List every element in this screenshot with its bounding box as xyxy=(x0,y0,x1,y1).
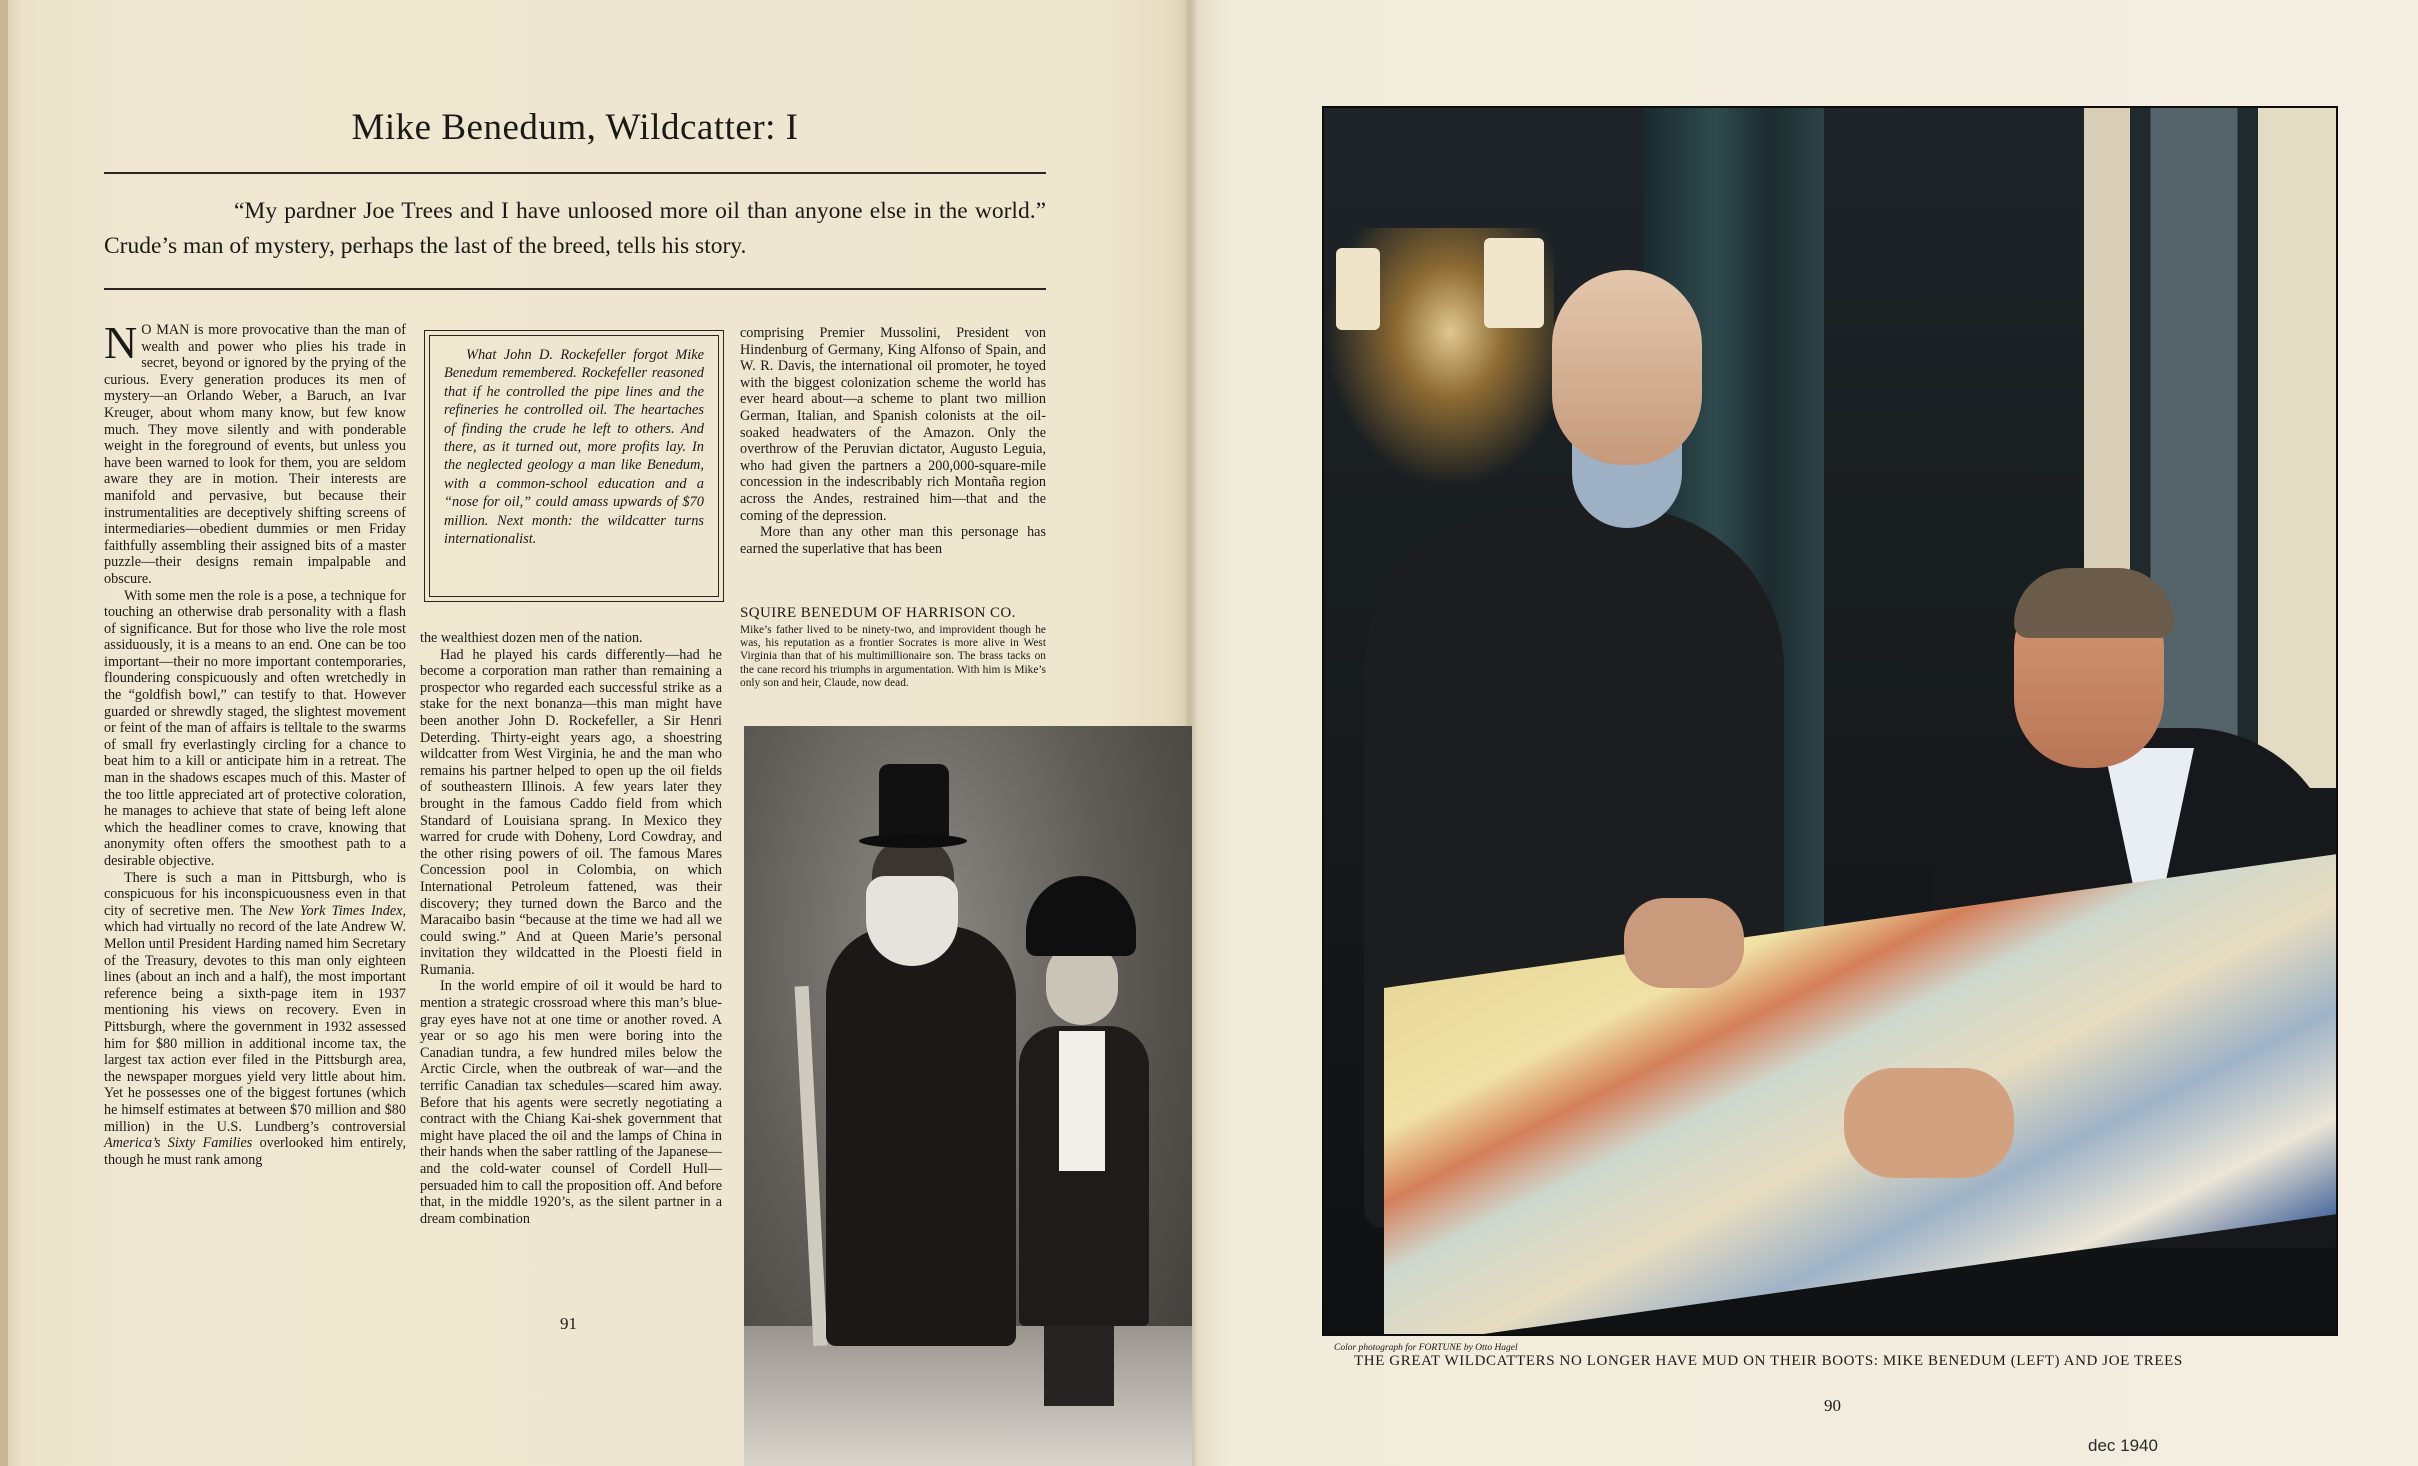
paragraph: comprising Premier Mussolini, President von Hindenburg of Germany, King Alfonso of Spain, and W. R. Davis, the international oil promoter, he toyed with the biggest colonization scheme the world has ever heard about—a scheme to plant two million German, Italian, and Spanish colonists at the oil-soaked headwaters of the Amazon. Only the overthrow of the Peruvian dictator, Augusto Leguia, who had given the partners a 200,000-square-mile concession in the indescribably rich Montaña region across the Andes, restrained him—that and the coming of the depression. xyxy=(740,325,1046,524)
paragraph: N O MAN is more provocative than the man of wealth and power who plies his trade in secret, beyond or ignored by the prying of the curious. Every generation produces its men of mystery—an Orlando Weber, a Baruch, an Ivar Kreuger, about whom many know, but few know much. They move silently and with ponderable weight in the foreground of events, but unless you have been warned to look for them, you are seldom aware they are in motion. Their interests are manifold and pervasive, but because their instrumentalities are deceptively shifting screens of intermediaries—obedient dummies or men Friday faithfully assembling their assigned bits of a master puzzle—their designs remain impalpable and obscure. xyxy=(104,317,406,587)
top-hat xyxy=(879,764,949,844)
page-number-right: 90 xyxy=(1824,1396,1841,1415)
issue-date-stamp: dec 1940 xyxy=(2088,1436,2158,1455)
color-portrait-photo xyxy=(1322,106,2338,1336)
body-column-1 xyxy=(104,317,406,1168)
article-title: Mike Benedum, Wildcatter: I xyxy=(351,107,799,148)
bw-photo-caption-text: Mike’s father lived to be ninety-two, and improvident though he was, his reputation as a frontier Socrates is more alive in West Virginia than that of his multimillionaire son. The brass tacks on the cane record his triumphs in argumentation. With him is Mike’s only son and heir, Claude, now dead. xyxy=(740,624,1046,689)
cane xyxy=(795,986,828,1346)
white-beard xyxy=(866,876,958,966)
body-column-3 xyxy=(740,325,1046,557)
deck-rule xyxy=(104,288,1046,290)
paragraph: the wealthiest dozen men of the nation. xyxy=(420,630,643,646)
body-column-2 xyxy=(420,630,722,1227)
paragraph: In the world empire of oil it would be hard to mention a strategic crossroad where this man’s blue-gray eyes have not at one time or another roved. A year or so ago his men were boring into the Canadian tundra, a few hundred miles below the Arctic Circle, when the outbreak of war—and the terrific Canadian tax schedules—scared him away. Before that his agents were secretly negotiating a contract with the Chiang Kai-shek government that might have placed the oil and the lamps of China in their hands when the saber rattling of the Japanese—and the cold-water counsel of Cordell Hull—persuaded him to call the proposition off. And before that, in the middle 1920’s, as the silent partner in a dream combination xyxy=(420,978,722,1227)
drop-cap: N xyxy=(104,317,138,368)
page-edge xyxy=(0,0,8,1466)
editor-note-box xyxy=(424,330,724,602)
color-photo-caption: THE GREAT WILDCATTERS NO LONGER HAVE MUD ON THEIR BOOTS: MIKE BENEDUM (LEFT) AND JOE TREES xyxy=(1354,1353,2183,1369)
paragraph: With some men the role is a pose, a technique for touching an otherwise drab personality with a flash of significance. But for those who live the role most assiduously, it is a means to an end. One can be too important—their no more important contemporaries, floundering conspicuously and often wretchedly in the “goldfish bowl,” can testify to that. However guarded or shrewdly staged, the slightest movement or feint of the man of affairs is telltale to the swarms of small fry everlastingly circling for a chance to beat him to a kill or anticipate him in a retreat. The man in the shadows escapes much of this. Master of the too little appreciated art of protective coloration, he manages to achieve that state of being left alone which the headliner comes to crave, knowing that anonymity often offers the smoothest path to a desirable objective. xyxy=(104,587,406,869)
page-number-left: 91 xyxy=(560,1314,577,1333)
boy-top-hat xyxy=(1026,876,1136,956)
title-rule xyxy=(104,172,1046,174)
father-figure xyxy=(826,926,1016,1346)
paragraph: More than any other man this personage has earned the superlative that has been xyxy=(740,524,1046,557)
paragraph: There is such a man in Pittsburgh, who is conspicuous for his inconspicuousness even in that city of secretive men. The New York Times Index, which had virtually no record of the late Andrew W. Mellon until President Harding named him Secretary of the Treasury, devotes to this man only eighteen lines (about an inch and a half), the most important reference being a sixth-page item in 1937 mentioning his views on recovery. Even in Pittsburgh, where the government in 1932 assessed him for $80 million in additional income tax, the largest tax action ever filed in the Pittsburgh area, the newspaper morgues yield very little about him. Yet he possesses one of the biggest fortunes (which he himself estimates at between $70 million and $80 million) in the U.S. Lundberg’s controversial America’s Sixty Families overlooked him entirely, though he must rank among xyxy=(104,869,406,1168)
bw-portrait-photo xyxy=(744,726,1192,1466)
bw-photo-caption-title: SQUIRE BENEDUM OF HARRISON CO. xyxy=(740,605,1016,621)
photo-credit: Color photograph for FORTUNE by Otto Hagel xyxy=(1334,1343,1518,1353)
editor-note-text: What John D. Rockefeller forgot Mike Benedum remembered. Rockefeller reasoned that if he controlled the pipe lines and the refineries he controlled oil. The heartaches of finding the crude he left to others. And there, as it turned out, more profits lay. In the neglected geology a man like Benedum, with a common-school education and a “nose for oil,” could amass upwards of $70 million. Next month: the wildcatter turns internationalist. xyxy=(429,335,719,597)
article-deck: “My pardner Joe Trees and I have unloosed more oil than anyone else in the world.” Crude’s man of mystery, perhaps the last of the breed, tells his story. xyxy=(104,198,1046,259)
paragraph: Had he played his cards differently—had he become a corporation man rather than remaining a prospector who regarded each successful strike as a stake for the next bonanza—this man might have been another John D. Rockefeller, a Sir Henri Deterding. Thirty-eight years ago, a shoestring wildcatter from West Virginia, he and the man who remains his partner helped to open up the oil fields of southeastern Illinois. A few years later they brought in the famous Caddo field from which Standard of Louisiana sprang. In Mexico they warred for crude with Doheny, Lord Cowdray, and the other rising powers of oil. The famous Mares Concession pool in Colombia, on which International Petroleum fattened, was their discovery; they turned down the Barco and the Maracaibo basin “because at the time we had all we could swing.” And at Queen Marie’s personal invitation they wildcatted in the Ploesti field in Rumania. xyxy=(420,646,722,978)
